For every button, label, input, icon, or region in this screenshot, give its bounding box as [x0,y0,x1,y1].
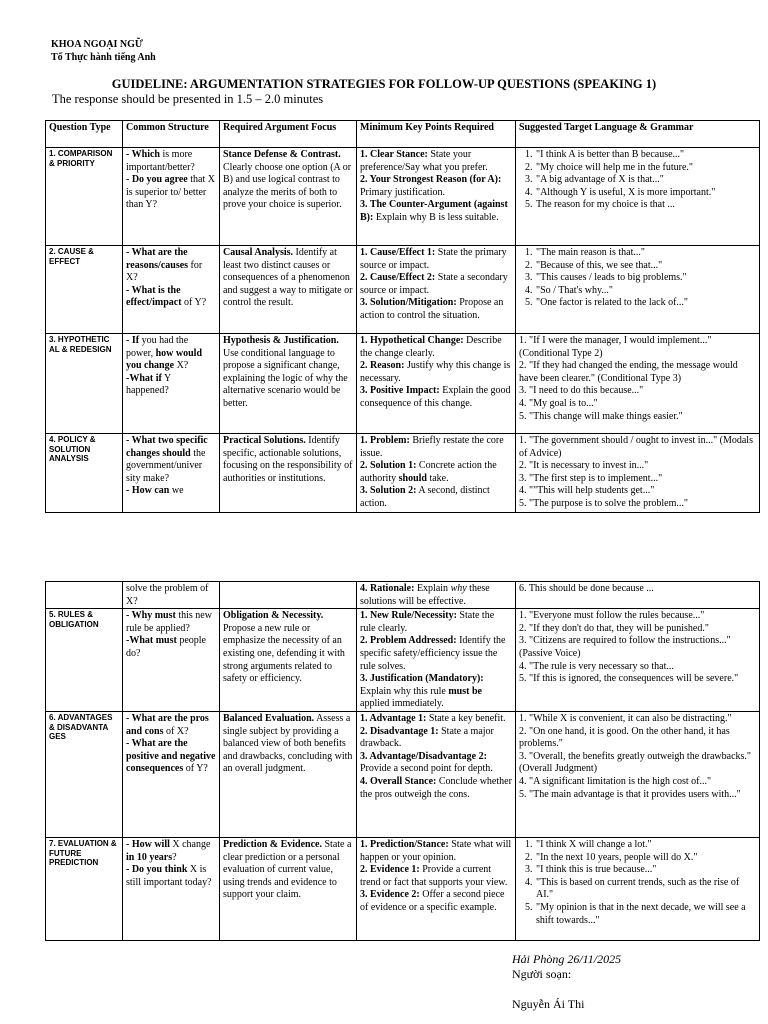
column-header: Question Type [46,121,123,148]
list-item: 5. "If this is ignored, the consequences will be severe." [519,673,739,685]
table-row [46,609,760,712]
sub-department-name: Tổ Thực hành tiếng Anh [51,52,156,63]
target-language [516,609,760,712]
document-subtitle: The response should be presented in 1.5 – 2.0 minutes [52,92,324,106]
question-type: 1. COMPARISON & PRIORITY [46,148,123,246]
table-header-row [46,121,760,148]
list-item: 4. "This is based on current trends, such as the rise of AI." [535,877,756,902]
key-points: 1. Prediction/Stance: State what will happen or your opinion. 2. Evidence 1: Provide a current trend or fact that supports your view. 3. Evidence 2: Offer a second piece of evidence or a specific example. [357,837,516,940]
list-item: 2. "If they had changed the ending, the message would have been clearer." (Conditional Type 3) [519,360,738,384]
common-structure: solve the problem of X? [123,582,220,609]
document-title: GUIDELINE: ARGUMENTATION STRATEGIES FOR FOLLOW-UP QUESTIONS (SPEAKING 1) [111,77,657,91]
common-structure: - What are the pros and cons of X? - What are the positive and negative consequences of Y? [123,711,220,837]
common-structure: - Which is more important/better? - Do you agree that X is superior to/ better than Y? [123,148,220,246]
signature-block [512,952,621,1012]
department-name: KHOA NGOẠI NGỮ [51,39,143,50]
target-language [516,434,760,513]
list-item: 3. "Overall, the benefits greatly outweigh the drawbacks." (Overall Judgment) [519,750,751,775]
list-item: 5. "The purpose is to solve the problem..." [519,497,688,509]
target-language [516,334,760,434]
argument-focus: Practical Solutions. Identify specific, actionable solutions, focusing on the responsibility of authorities or institutions. [220,434,357,513]
table-row [46,148,760,246]
target-language [516,582,760,609]
list-item: 3. "A big advantage of X is that..." [535,174,756,187]
target-language [516,711,760,837]
table-row [46,334,760,434]
common-structure: - What two specific changes should the government/univer sity make? - How can we [123,434,220,513]
key-points: 1. New Rule/Necessity: State the rule clearly. 2. Problem Addressed: Identify the specific safety/efficiency issue the rule solves. 3. Justification (Mandatory): Explain why this rule must be applied immediately. [357,609,516,712]
list-item: 4. "So / That's why..." [535,285,756,298]
list-item: 2. "If they don't do that, they will be punished." [519,622,709,634]
list-item: 5. The reason for my choice is that ... [535,199,756,212]
question-type: 4. POLICY & SOLUTION ANALYSIS [46,434,123,513]
list-item: 3. "Citizens are required to follow the instructions..." (Passive Voice) [519,635,731,659]
column-header: Suggested Target Language & Grammar [516,121,760,148]
list-item: 1. "Everyone must follow the rules because..." [519,610,705,622]
list-item: 4. "Although Y is useful, X is more important." [535,187,756,200]
target-language [516,148,760,246]
list-item: 2. "My choice will help me in the future." [535,162,756,175]
argument-focus: Hypothesis & Justification. Use conditional language to propose a significant change, explaining the logic of why the alternative scenario would be better. [220,334,357,434]
list-item: 4. "A significant limitation is the high cost of..." [519,775,712,787]
list-item: 4. "The rule is very necessary so that... [519,660,674,672]
common-structure: - How will X change in 10 years? - Do you think X is still important today? [123,837,220,940]
author-role: Người soạn: [512,967,572,981]
list-item: 2. "It is necessary to invest in..." [519,460,649,472]
list-item: 5. "This change will make things easier." [519,410,683,422]
table-row [46,434,760,513]
list-item: 3. "The first step is to implement..." [519,472,663,484]
column-header: Minimum Key Points Required [357,121,516,148]
argument-focus: Stance Defense & Contrast. Clearly choose one option (A or B) and use logical contrast to analyze the merits of both to prove your choice is superior. [220,148,357,246]
target-language [516,837,760,940]
key-points: 1. Hypothetical Change: Describe the change clearly. 2. Reason: Justify why this change is necessary. 3. Positive Impact: Explain the good consequence of this change. [357,334,516,434]
question-type: 5. RULES & OBLIGATION [46,609,123,712]
list-item: 4. "My goal is to..." [519,397,598,409]
argument-focus: Obligation & Necessity. Propose a new rule or emphasize the necessity of an existing one, defending it with strong arguments related to safety or efficiency. [220,609,357,712]
list-item: 1. "I think A is better than B because..." [535,149,756,162]
list-item: 5. "One factor is related to the lack of..." [535,297,756,310]
list-item: 6. This should be done because ... [519,583,654,594]
target-language [516,246,760,334]
key-points: 1. Cause/Effect 1: State the primary source or impact. 2. Cause/Effect 2: State a secondary source or impact. 3. Solution/Mitigation: Propose an action to control the situation. [357,246,516,334]
argument-focus: Balanced Evaluation. Assess a single subject by providing a balanced view of both benefits and drawbacks, concluding with an overall judgment. [220,711,357,837]
table-row [46,837,760,940]
list-item: 3. "I think this is true because..." [535,864,756,877]
list-item: 3. "I need to do this because..." [519,385,644,397]
list-item: 1. "The main reason is that..." [535,247,756,260]
list-item: 2. "In the next 10 years, people will do X." [535,852,756,865]
question-type: 3. HYPOTHETIC AL & REDESIGN [46,334,123,434]
list-item: 5. "My opinion is that in the next decade, we will see a shift towards..." [535,902,756,927]
key-points: 1. Clear Stance: State your preference/Say what you prefer. 2. Your Strongest Reason (for A): Primary justification. 3. The Counter-Argument (against B): Explain why B is less suitable. [357,148,516,246]
argument-focus: Prediction & Evidence. State a clear prediction or a personal evaluation of current value, using trends and evidence to support your claim. [220,837,357,940]
list-item: 3. "This causes / leads to big problems." [535,272,756,285]
guideline-table-part-1 [45,120,760,513]
table-row [46,711,760,837]
guideline-table-part-2 [45,581,760,941]
list-item: 1. "I think X will change a lot." [535,839,756,852]
key-points: 4. Rationale: Explain why these solutions will be effective. [357,582,516,609]
key-points: 1. Problem: Briefly restate the core issue. 2. Solution 1: Concrete action the authority should take. 3. Solution 2: A second, distinct action. [357,434,516,513]
list-item: 1. "The government should / ought to invest in..." (Modals of Advice) [519,435,753,459]
common-structure: - What are the reasons/causes for X? - What is the effect/impact of Y? [123,246,220,334]
question-type: 2. CAUSE & EFFECT [46,246,123,334]
common-structure: - Why must this new rule be applied? -What must people do? [123,609,220,712]
document-header [51,38,156,64]
list-item: 2. "Because of this, we see that..." [535,260,756,273]
argument-focus: Causal Analysis. Identify at least two distinct causes or consequences of a phenomenon and suggest a way to mitigate or control the result. [220,246,357,334]
column-header: Common Structure [123,121,220,148]
list-item: 1. "While X is convenient, it can also be distracting." [519,712,732,724]
question-type: 7. EVALUATION & FUTURE PREDICTION [46,837,123,940]
list-item: 2. "On one hand, it is good. On the other hand, it has problems." [519,725,730,750]
column-header: Required Argument Focus [220,121,357,148]
table-row [46,582,760,609]
list-item: 5. "The main advantage is that it provides users with..." [519,788,741,800]
question-type: 6. ADVANTAGES & DISADVANTA GES [46,711,123,837]
list-item: 1. "If I were the manager, I would implement..." (Conditional Type 2) [519,335,712,359]
author-name: Nguyễn Ái Thi [512,997,585,1011]
place-and-date: Hải Phòng 26/11/2025 [512,952,622,966]
table-row [46,246,760,334]
key-points: 1. Advantage 1: State a key benefit. 2. Disadvantage 1: State a major drawback. 3. Advantage/Disadvantage 2: Provide a second point for depth. 4. Overall Stance: Conclude whether the pros outweigh the cons. [357,711,516,837]
list-item: 4. ""This will help students get..." [519,485,655,497]
common-structure: - If you had the power, how would you change X? -What if Y happened? [123,334,220,434]
